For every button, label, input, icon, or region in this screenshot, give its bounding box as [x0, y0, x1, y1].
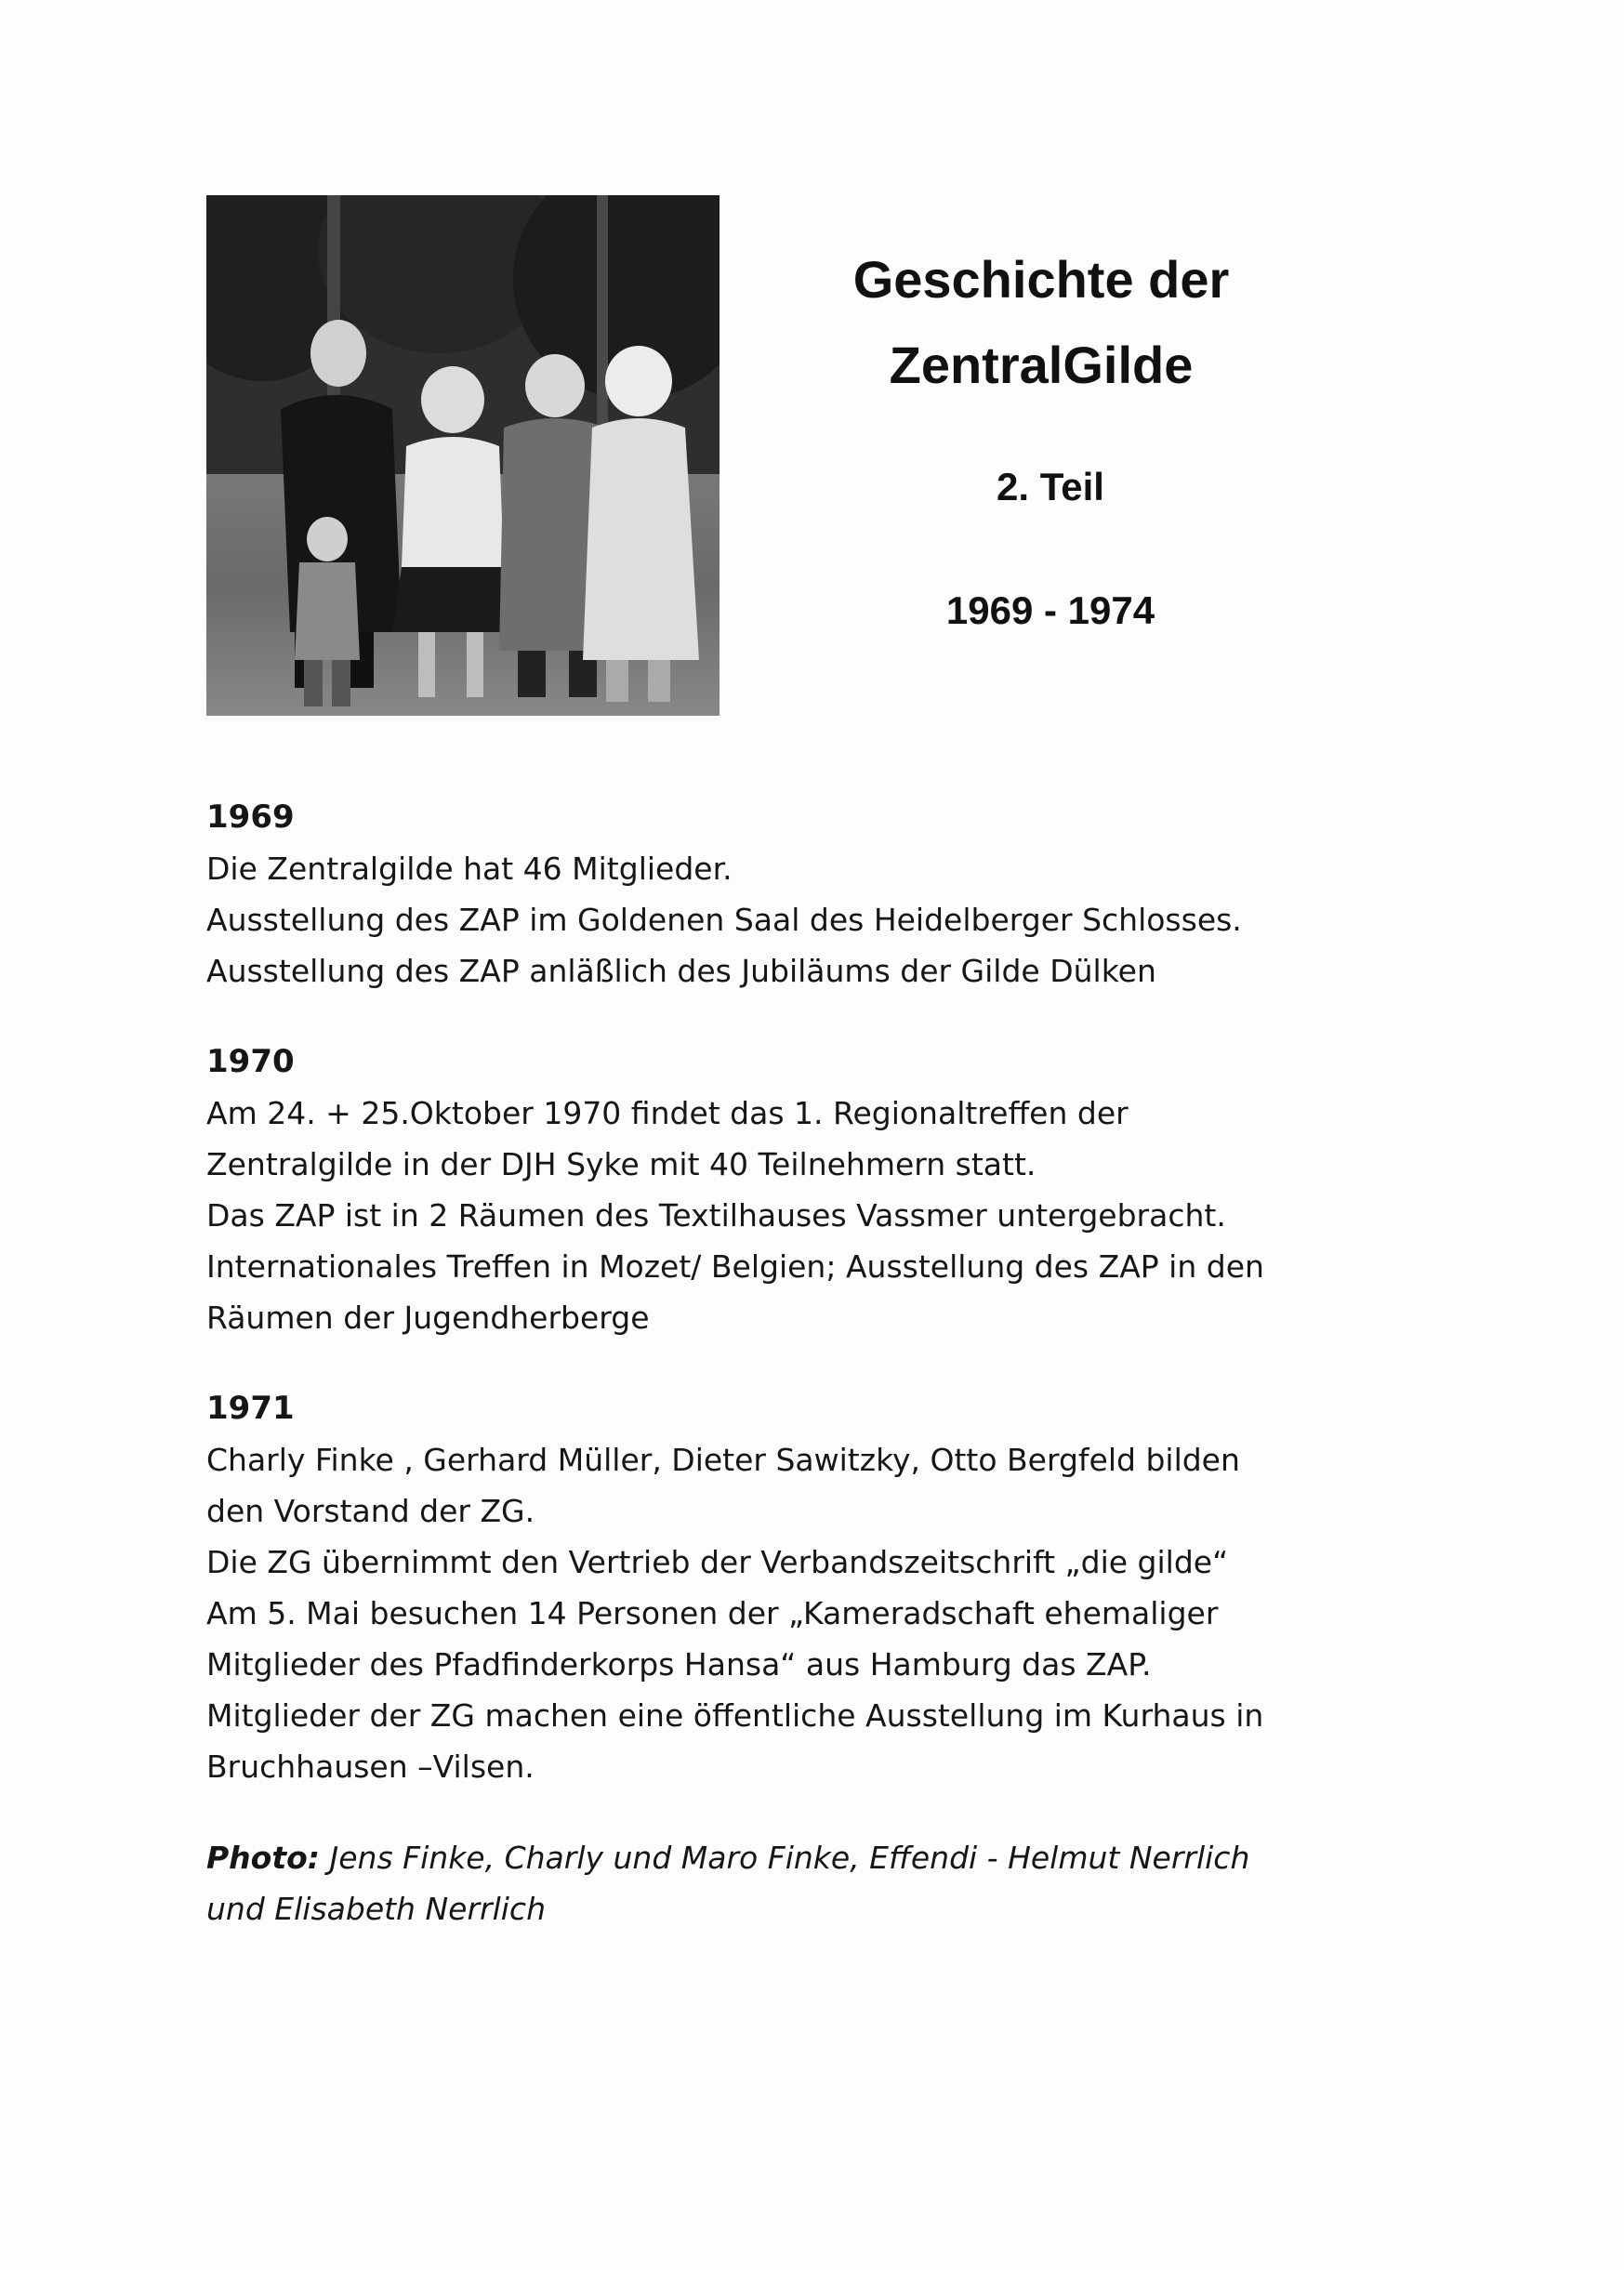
- part-label: 2. Teil: [997, 465, 1104, 508]
- section-line: Bruchhausen –Vilsen.: [206, 1749, 535, 1785]
- section-line: den Vorstand der ZG.: [206, 1493, 535, 1529]
- section-line: Am 24. + 25.Oktober 1970 findet das 1. Regionaltreffen der: [206, 1095, 1129, 1131]
- title-line-2: ZentralGilde: [889, 336, 1194, 394]
- photo-credit-line-2: und Elisabeth Nerrlich: [206, 1891, 546, 1927]
- section-year: 1970: [206, 1043, 295, 1080]
- spacer: [206, 996, 1489, 1036]
- section-line: Die ZG übernimmt den Vertrieb der Verbandszeitschrift „die gilde“: [206, 1544, 1229, 1580]
- section-1971: [206, 1383, 1489, 1792]
- group-photo: [206, 195, 720, 716]
- section-line: Räumen der Jugendherberge: [206, 1300, 650, 1336]
- section-line: Ausstellung des ZAP im Goldenen Saal des Heidelberger Schlosses.: [206, 902, 1242, 938]
- section-1969: [206, 792, 1489, 996]
- section-line: Internationales Treffen in Mozet/ Belgien; Ausstellung des ZAP in den: [206, 1248, 1264, 1285]
- title-line-1: Geschichte der: [852, 250, 1230, 309]
- section-line: Charly Finke , Gerhard Müller, Dieter Sawitzky, Otto Bergfeld bilden: [206, 1442, 1240, 1478]
- photo-credit-line-1: [206, 1832, 1489, 1883]
- photo-credit-names: Jens Finke, Charly und Maro Finke, Effendi - Helmut Nerrlich: [320, 1840, 1250, 1876]
- section-line: Mitglieder des Pfadfinderkorps Hansa“ aus Hamburg das ZAP.: [206, 1646, 1152, 1683]
- section-year: 1969: [206, 798, 295, 836]
- section-line: Ausstellung des ZAP anläßlich des Jubiläums der Gilde Dülken: [206, 953, 1156, 989]
- section-line: Die Zentralgilde hat 46 Mitglieder.: [206, 851, 733, 887]
- page-title: [799, 237, 1283, 408]
- section-line: Das ZAP ist in 2 Räumen des Textilhauses Vassmer untergebracht.: [206, 1197, 1226, 1234]
- section-line: Mitglieder der ZG machen eine öffentliche Ausstellung im Kurhaus in: [206, 1697, 1264, 1734]
- history-content: [206, 792, 1489, 1934]
- spacer: [206, 1343, 1489, 1383]
- section-1970: [206, 1036, 1489, 1343]
- photo-credit-label: Photo:: [206, 1840, 320, 1876]
- photo-credit: [206, 1832, 1489, 1934]
- group-photo-image: [206, 195, 720, 716]
- section-line: Zentralgilde in der DJH Syke mit 40 Teilnehmern statt.: [206, 1146, 1036, 1182]
- year-range: 1969 - 1974: [945, 588, 1155, 632]
- section-line: Am 5. Mai besuchen 14 Personen der „Kameradschaft ehemaliger: [206, 1595, 1219, 1631]
- section-year: 1971: [206, 1390, 295, 1427]
